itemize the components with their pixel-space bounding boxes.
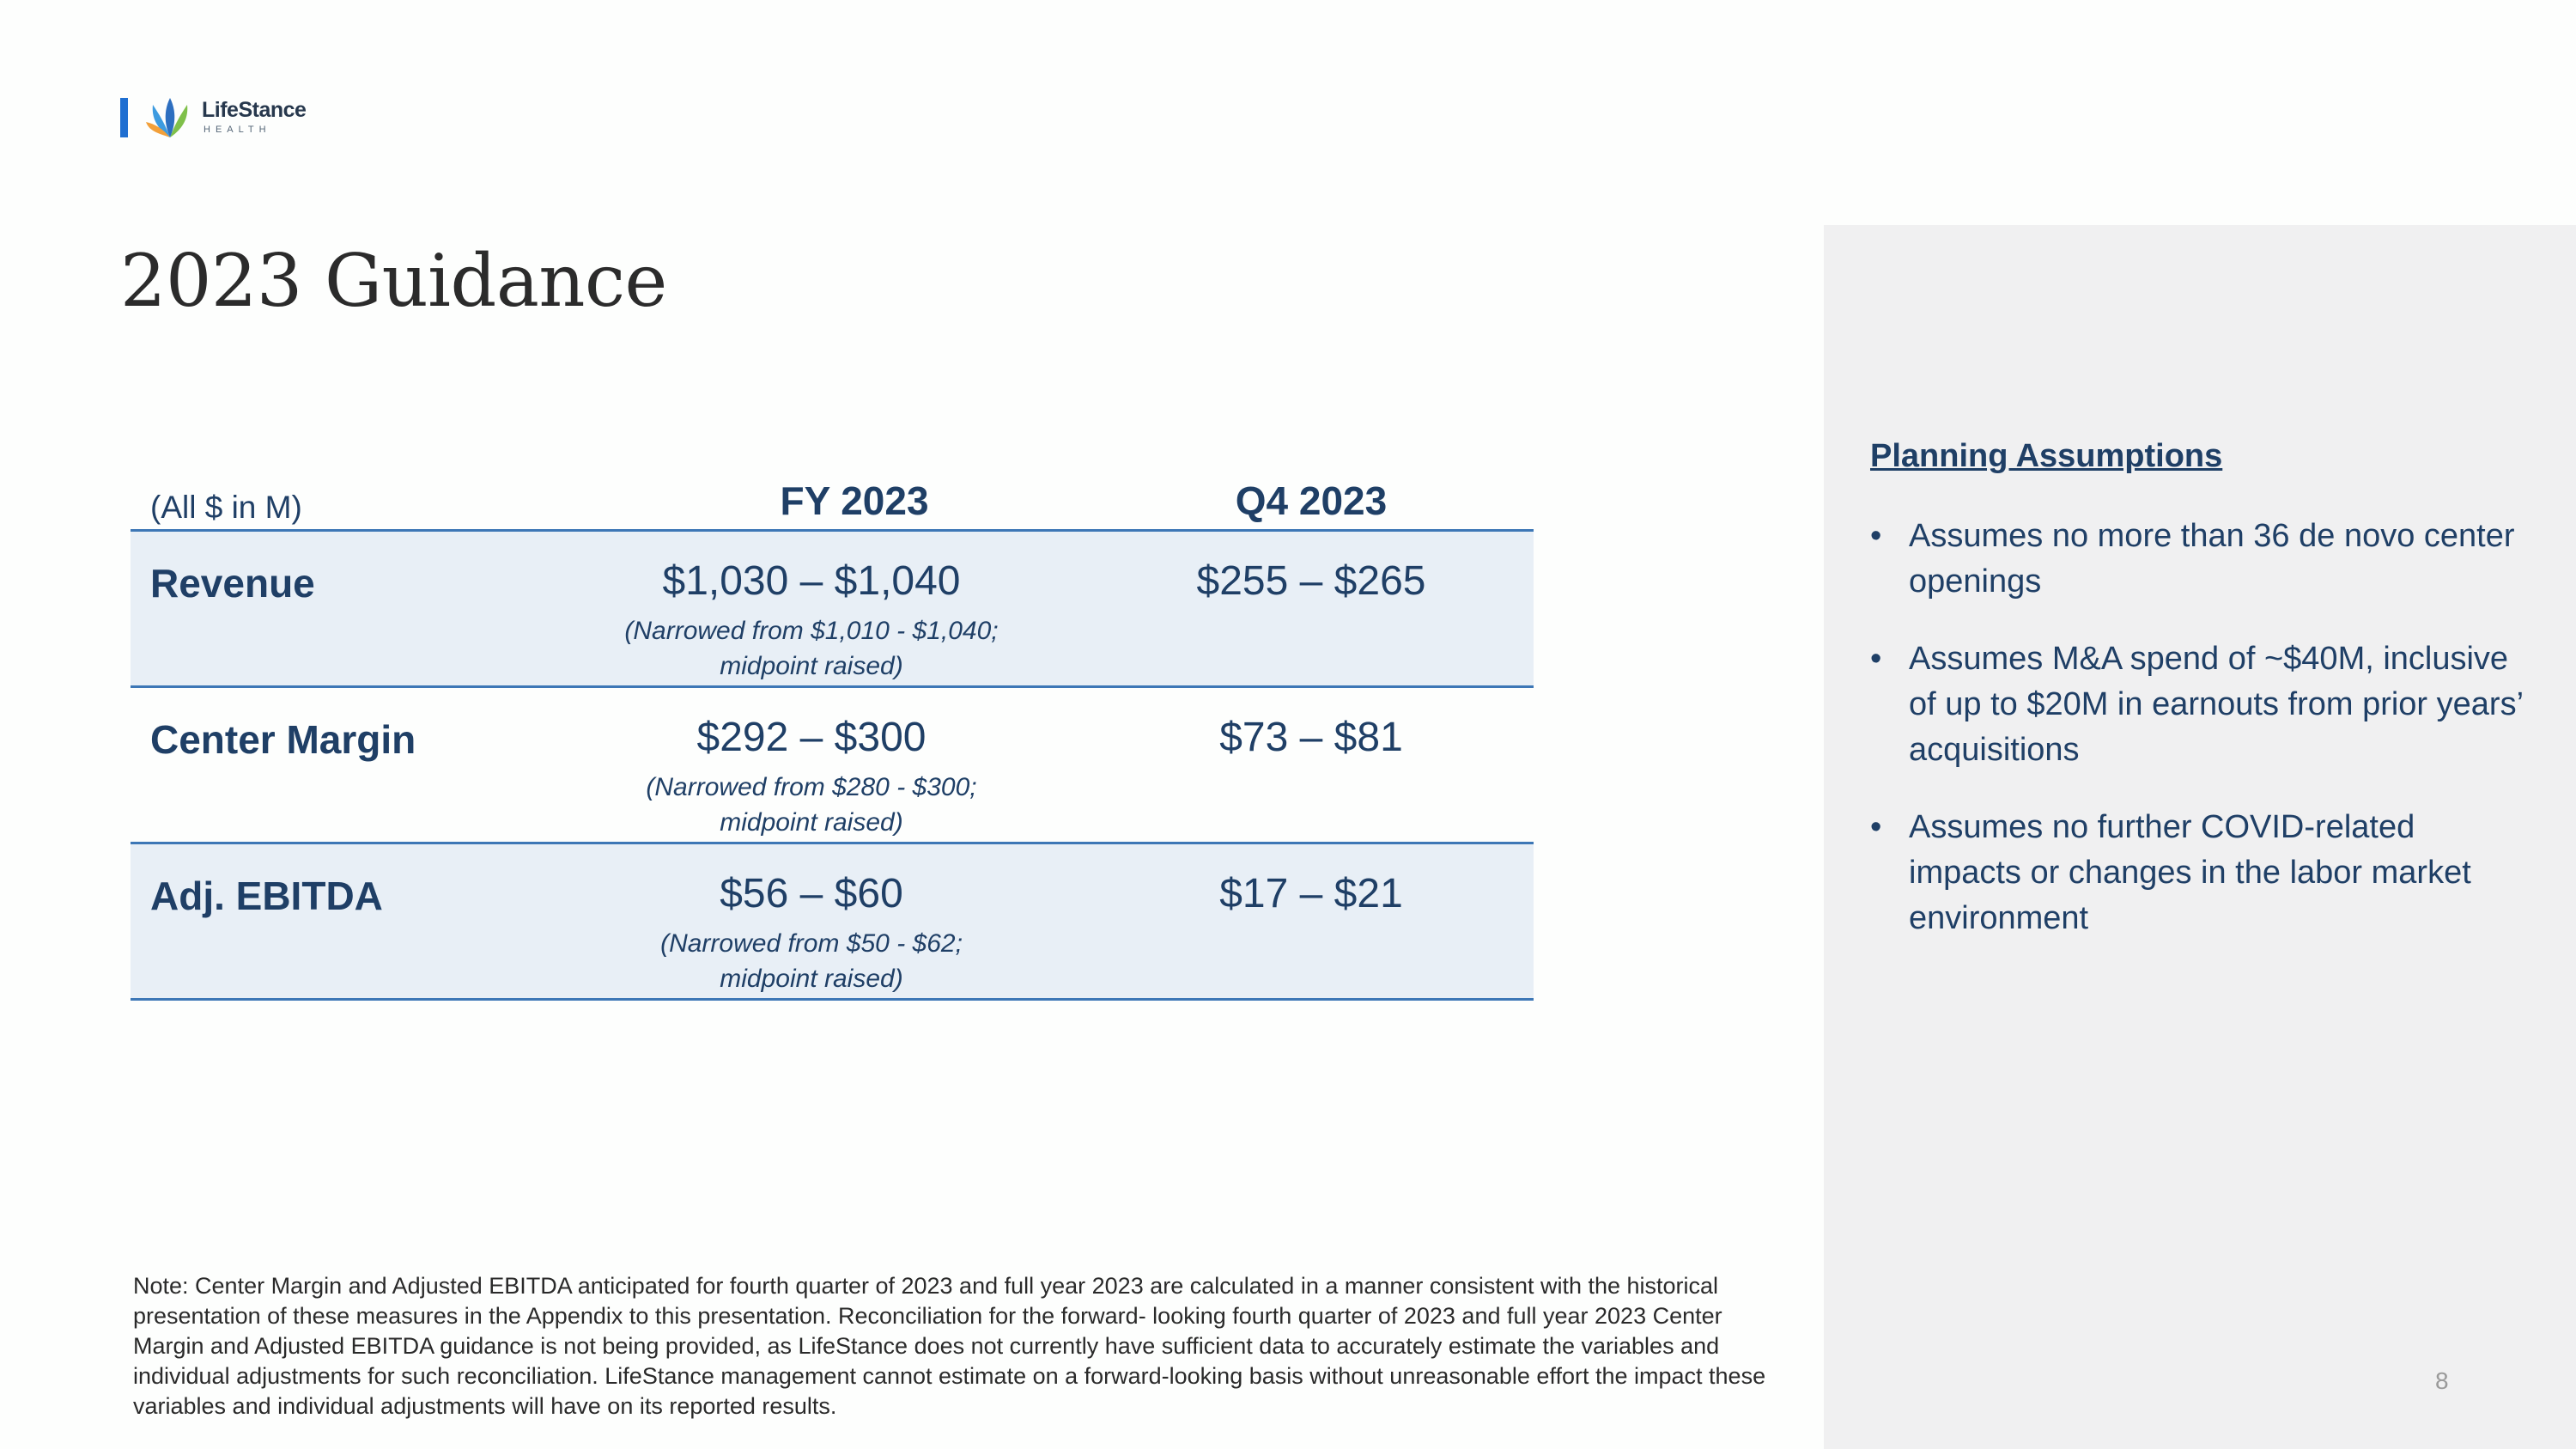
table-row bbox=[131, 688, 1534, 842]
page-title: 2023 Guidance bbox=[120, 239, 667, 324]
column-header-q4: Q4 2023 bbox=[1235, 478, 1388, 523]
row-note-line: (Narrowed from $50 - $62; bbox=[660, 929, 963, 958]
accent-bar bbox=[120, 98, 128, 137]
list-item bbox=[1870, 514, 2523, 605]
row-label: Adj. EBITDA bbox=[150, 874, 383, 918]
footnote: Note: Center Margin and Adjusted EBITDA anticipated for fourth quarter of 2023 and full year 2023 are calculated in a manner consistent with the historical presentation of these measures in the Appendix to this presentation. Reconciliation for the forward- looking fourth quarter of 2023 and full year 2023 Center Margin and Adjusted EBITDA guidance is not being provided, as LifeStance does not currently have sufficient data to accurately estimate the variables and individual adjustments for such reconciliation. LifeStance management cannot estimate on a forward-looking basis without unreasonable effort the impact these variables and individual adjustments will have on its reported results. bbox=[133, 1273, 1766, 1419]
lifestance-logo bbox=[118, 96, 342, 141]
row-fy-value: $56 – $60 bbox=[720, 871, 903, 916]
table-row bbox=[131, 844, 1534, 998]
row-note bbox=[554, 770, 1069, 840]
list-item-text: Assumes no further COVID-related impacts or changes in the labor market environment bbox=[1909, 809, 2471, 936]
row-fy-value: $1,030 – $1,040 bbox=[662, 558, 961, 604]
list-item-text: Assumes M&A spend of ~$40M, inclusive of up to $20M in earnouts from prior years’ acquisitions bbox=[1909, 641, 2523, 768]
lifestance-flower-logo-icon bbox=[144, 96, 196, 141]
bullet-icon: • bbox=[1870, 809, 1882, 845]
column-header-fy: FY 2023 bbox=[780, 478, 929, 523]
bullet-icon: • bbox=[1870, 641, 1882, 677]
row-note bbox=[554, 926, 1069, 996]
row-q4-value: $17 – $21 bbox=[1219, 871, 1403, 916]
row-label: Revenue bbox=[150, 561, 315, 606]
row-note bbox=[554, 613, 1069, 684]
row-note-line: (Narrowed from $1,010 - $1,040; bbox=[624, 617, 999, 645]
row-fy-value: $292 – $300 bbox=[696, 715, 927, 760]
row-label: Center Margin bbox=[150, 717, 416, 762]
table-row bbox=[131, 532, 1534, 685]
list-item-text: Assumes no more than 36 de novo center openings bbox=[1909, 518, 2515, 600]
row-q4-value: $73 – $81 bbox=[1219, 715, 1403, 760]
row-note-line: (Narrowed from $280 - $300; bbox=[646, 773, 977, 801]
units-label: (All $ in M) bbox=[150, 490, 302, 525]
brand-name: LifeStance bbox=[202, 98, 307, 122]
table-rule bbox=[131, 998, 1534, 1001]
planning-assumptions-heading: Planning Assumptions bbox=[1870, 438, 2223, 474]
row-note-line: midpoint raised) bbox=[720, 652, 903, 680]
planning-assumptions-list bbox=[1870, 514, 2523, 973]
brand-sub: HEALTH bbox=[204, 125, 271, 135]
list-item bbox=[1870, 636, 2523, 773]
row-note-line: midpoint raised) bbox=[720, 965, 903, 993]
row-note-line: midpoint raised) bbox=[720, 808, 903, 837]
page-number: 8 bbox=[2435, 1367, 2449, 1394]
bullet-icon: • bbox=[1870, 518, 1882, 554]
row-q4-value: $255 – $265 bbox=[1196, 558, 1426, 604]
list-item bbox=[1870, 805, 2523, 941]
